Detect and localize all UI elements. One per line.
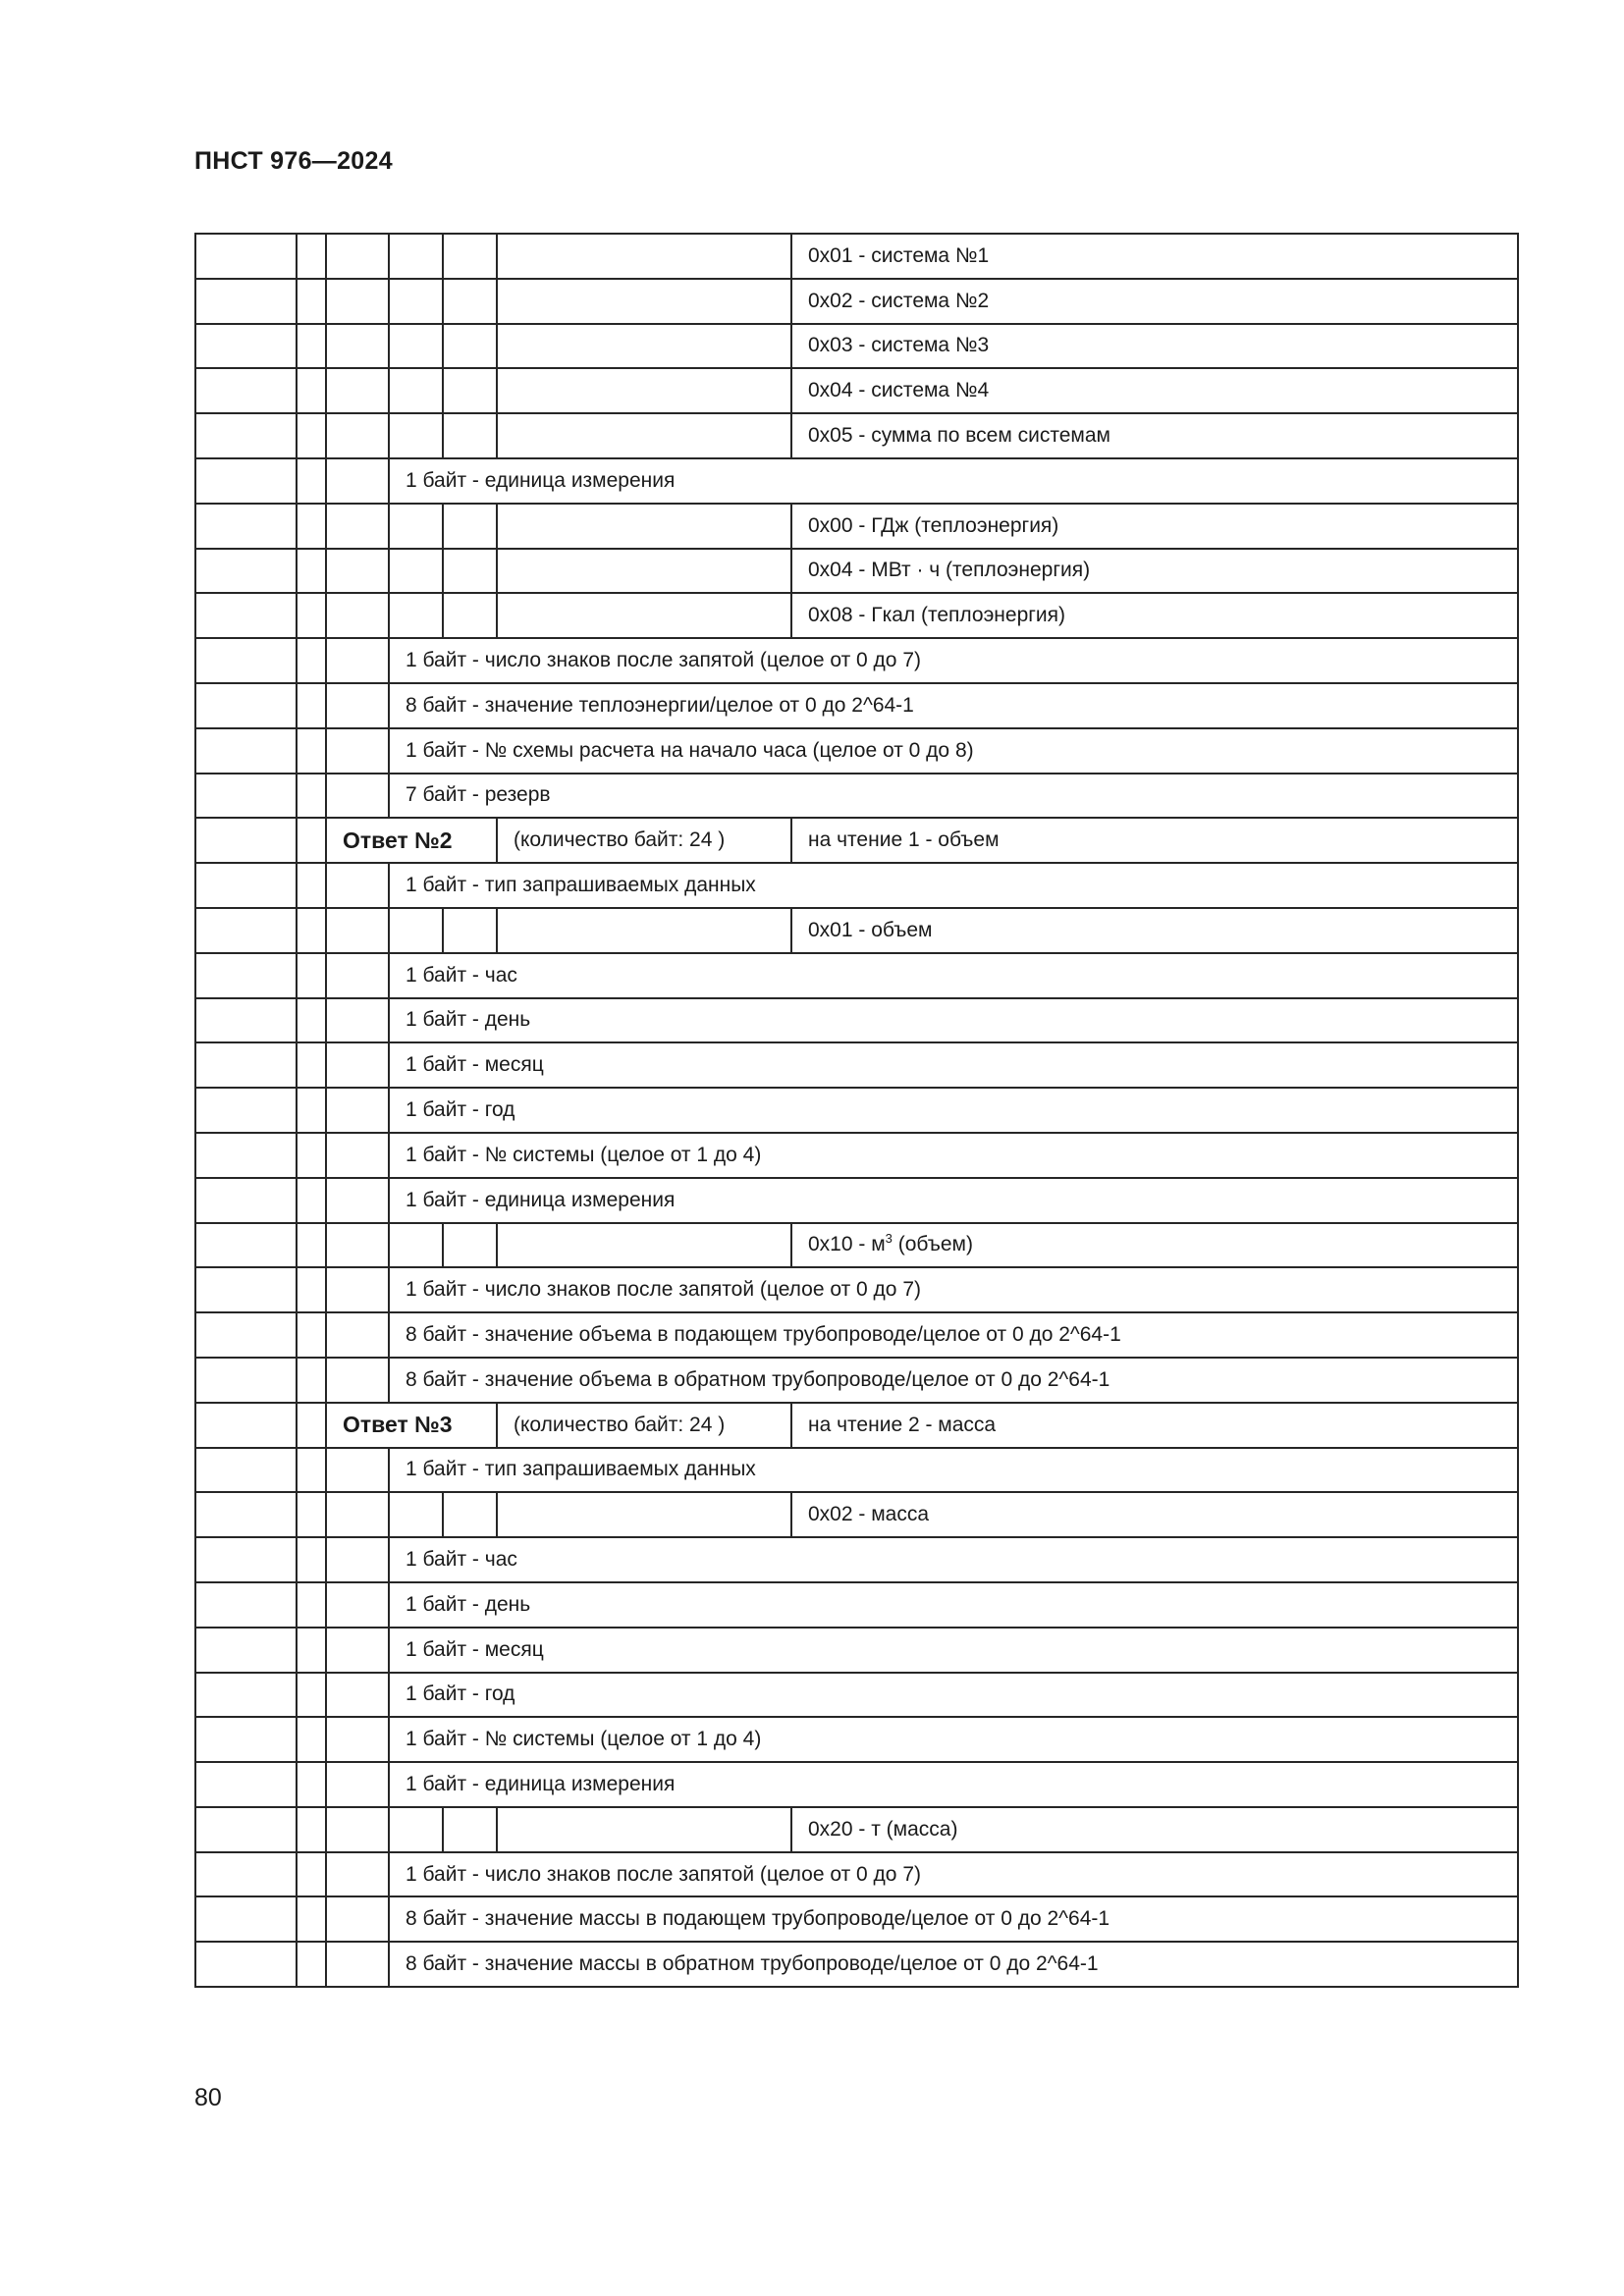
empty-cell [297, 1852, 326, 1897]
empty-cell [195, 1582, 297, 1628]
empty-cell [326, 593, 389, 638]
field-cell: 1 байт - час [389, 1537, 1518, 1582]
table-row [195, 549, 1518, 594]
empty-cell [195, 1133, 297, 1178]
field-cell: 7 байт - резерв [389, 774, 1518, 819]
empty-cell [497, 549, 791, 594]
empty-cell [443, 549, 497, 594]
empty-cell [443, 1807, 497, 1852]
table-row [195, 1762, 1518, 1807]
option-cell: 0x08 - Гкал (теплоэнергия) [791, 593, 1518, 638]
field-cell: 8 байт - значение массы в подающем трубопроводе/целое от 0 до 2^64-1 [389, 1896, 1518, 1942]
table-row [195, 1088, 1518, 1133]
empty-cell [297, 279, 326, 324]
empty-cell [297, 549, 326, 594]
option-cell [791, 1223, 1518, 1268]
table-row [195, 1492, 1518, 1537]
empty-cell [389, 908, 443, 953]
empty-cell [326, 1088, 389, 1133]
empty-cell [195, 458, 297, 504]
empty-cell [195, 1267, 297, 1312]
empty-cell [443, 908, 497, 953]
table-row [195, 1673, 1518, 1718]
table-row [195, 1448, 1518, 1493]
empty-cell [297, 324, 326, 369]
empty-cell [297, 953, 326, 998]
empty-cell [497, 1807, 791, 1852]
table-row [195, 413, 1518, 458]
empty-cell [326, 1042, 389, 1088]
empty-cell [326, 234, 389, 279]
empty-cell [389, 549, 443, 594]
table-row [195, 1807, 1518, 1852]
empty-cell [497, 593, 791, 638]
empty-cell [497, 1492, 791, 1537]
empty-cell [326, 458, 389, 504]
empty-cell [297, 863, 326, 908]
empty-cell [195, 1628, 297, 1673]
empty-cell [326, 368, 389, 413]
empty-cell [297, 818, 326, 863]
option-cell [791, 1492, 1518, 1537]
empty-cell [326, 1178, 389, 1223]
empty-cell [297, 908, 326, 953]
option-cell: 0x03 - система №3 [791, 324, 1518, 369]
empty-cell [326, 1312, 389, 1358]
empty-cell [297, 1133, 326, 1178]
table-row [195, 818, 1518, 863]
response-description: на чтение 1 - объем [791, 818, 1518, 863]
table-row [195, 1942, 1518, 1987]
response-byte-count: (количество байт: 24 ) [497, 818, 791, 863]
empty-cell [326, 1267, 389, 1312]
field-cell: 1 байт - день [389, 1582, 1518, 1628]
empty-cell [389, 368, 443, 413]
empty-cell [443, 1492, 497, 1537]
empty-cell [389, 1223, 443, 1268]
empty-cell [326, 1537, 389, 1582]
field-cell: 1 байт - тип запрашиваемых данных [389, 1448, 1518, 1493]
table-row [195, 504, 1518, 549]
empty-cell [326, 1896, 389, 1942]
field-cell: 1 байт - единица измерения [389, 458, 1518, 504]
empty-cell [389, 504, 443, 549]
empty-cell [297, 1762, 326, 1807]
empty-cell [443, 1223, 497, 1268]
empty-cell [443, 279, 497, 324]
option-text: 0x01 - объем [808, 918, 933, 941]
empty-cell [497, 1223, 791, 1268]
empty-cell [497, 413, 791, 458]
empty-cell [326, 1628, 389, 1673]
empty-cell [195, 1673, 297, 1718]
table-row [195, 1852, 1518, 1897]
option-text: 0x10 - м [808, 1233, 886, 1256]
field-cell: 1 байт - единица измерения [389, 1178, 1518, 1223]
table-row [195, 908, 1518, 953]
empty-cell [326, 774, 389, 819]
empty-cell [297, 1403, 326, 1448]
field-cell: 1 байт - месяц [389, 1042, 1518, 1088]
field-cell: 8 байт - значение объема в обратном трубопроводе/целое от 0 до 2^64-1 [389, 1358, 1518, 1403]
option-cell [791, 908, 1518, 953]
response-byte-count: (количество байт: 24 ) [497, 1403, 791, 1448]
empty-cell [326, 1582, 389, 1628]
empty-cell [297, 1312, 326, 1358]
option-cell [791, 1807, 1518, 1852]
table-row [195, 1223, 1518, 1268]
empty-cell [195, 908, 297, 953]
empty-cell [297, 1807, 326, 1852]
empty-cell [195, 593, 297, 638]
empty-cell [443, 368, 497, 413]
empty-cell [195, 863, 297, 908]
table-row [195, 368, 1518, 413]
empty-cell [195, 1492, 297, 1537]
empty-cell [297, 998, 326, 1043]
empty-cell [195, 1312, 297, 1358]
empty-cell [195, 1762, 297, 1807]
table-row [195, 774, 1518, 819]
empty-cell [326, 1133, 389, 1178]
empty-cell [297, 1537, 326, 1582]
empty-cell [195, 638, 297, 683]
empty-cell [326, 1852, 389, 1897]
empty-cell [326, 998, 389, 1043]
empty-cell [326, 1762, 389, 1807]
empty-cell [297, 458, 326, 504]
table-row [195, 234, 1518, 279]
empty-cell [297, 1448, 326, 1493]
empty-cell [297, 1673, 326, 1718]
table-row [195, 1403, 1518, 1448]
empty-cell [389, 1492, 443, 1537]
table-row [195, 593, 1518, 638]
unit-superscript: 3 [885, 1231, 893, 1247]
empty-cell [195, 1042, 297, 1088]
empty-cell [497, 908, 791, 953]
empty-cell [497, 504, 791, 549]
empty-cell [297, 234, 326, 279]
table-row [195, 1267, 1518, 1312]
table-row [195, 1312, 1518, 1358]
empty-cell [195, 234, 297, 279]
empty-cell [389, 324, 443, 369]
empty-cell [326, 863, 389, 908]
empty-cell [195, 1807, 297, 1852]
empty-cell [297, 1267, 326, 1312]
empty-cell [389, 279, 443, 324]
empty-cell [195, 1896, 297, 1942]
empty-cell [326, 638, 389, 683]
empty-cell [389, 1807, 443, 1852]
empty-cell [389, 413, 443, 458]
option-text-suffix: (объем) [892, 1233, 973, 1256]
empty-cell [297, 1628, 326, 1673]
empty-cell [389, 593, 443, 638]
option-text: 0x20 - т (масса) [808, 1817, 958, 1841]
empty-cell [195, 683, 297, 728]
protocol-table [194, 233, 1519, 1988]
table-row [195, 279, 1518, 324]
empty-cell [326, 324, 389, 369]
field-cell: 1 байт - число знаков после запятой (целое от 0 до 7) [389, 1852, 1518, 1897]
empty-cell [326, 1807, 389, 1852]
empty-cell [326, 1942, 389, 1987]
empty-cell [195, 413, 297, 458]
empty-cell [443, 324, 497, 369]
field-cell: 1 байт - число знаков после запятой (целое от 0 до 7) [389, 1267, 1518, 1312]
table-row [195, 1133, 1518, 1178]
empty-cell [297, 1717, 326, 1762]
empty-cell [195, 728, 297, 774]
table-row [195, 1582, 1518, 1628]
table-row [195, 458, 1518, 504]
empty-cell [297, 1896, 326, 1942]
table-row [195, 683, 1518, 728]
field-cell: 1 байт - № системы (целое от 1 до 4) [389, 1717, 1518, 1762]
empty-cell [326, 1223, 389, 1268]
empty-cell [195, 1088, 297, 1133]
field-cell: 1 байт - день [389, 998, 1518, 1043]
empty-cell [195, 818, 297, 863]
field-cell: 8 байт - значение объема в подающем трубопроводе/целое от 0 до 2^64-1 [389, 1312, 1518, 1358]
option-cell: 0x00 - ГДж (теплоэнергия) [791, 504, 1518, 549]
empty-cell [389, 234, 443, 279]
empty-cell [326, 1717, 389, 1762]
empty-cell [326, 413, 389, 458]
empty-cell [297, 638, 326, 683]
empty-cell [326, 683, 389, 728]
table-row [195, 1358, 1518, 1403]
field-cell: 1 байт - число знаков после запятой (целое от 0 до 7) [389, 638, 1518, 683]
empty-cell [297, 368, 326, 413]
option-cell: 0x02 - система №2 [791, 279, 1518, 324]
empty-cell [326, 1358, 389, 1403]
empty-cell [497, 279, 791, 324]
table-row [195, 1628, 1518, 1673]
empty-cell [195, 998, 297, 1043]
option-cell: 0x04 - система №4 [791, 368, 1518, 413]
empty-cell [297, 1492, 326, 1537]
response-description: на чтение 2 - масса [791, 1403, 1518, 1448]
table-row [195, 638, 1518, 683]
empty-cell [195, 1942, 297, 1987]
option-cell: 0x01 - система №1 [791, 234, 1518, 279]
empty-cell [195, 1223, 297, 1268]
empty-cell [195, 1448, 297, 1493]
empty-cell [297, 1088, 326, 1133]
field-cell: 1 байт - единица измерения [389, 1762, 1518, 1807]
empty-cell [297, 728, 326, 774]
field-cell: 1 байт - тип запрашиваемых данных [389, 863, 1518, 908]
response-title: Ответ №3 [326, 1403, 497, 1448]
empty-cell [195, 549, 297, 594]
document-header: ПНСТ 976—2024 [194, 147, 393, 175]
empty-cell [443, 504, 497, 549]
empty-cell [195, 1537, 297, 1582]
empty-cell [195, 504, 297, 549]
empty-cell [443, 593, 497, 638]
table-row [195, 324, 1518, 369]
table-row [195, 1896, 1518, 1942]
table-row [195, 863, 1518, 908]
empty-cell [497, 324, 791, 369]
empty-cell [297, 593, 326, 638]
empty-cell [195, 1717, 297, 1762]
option-cell: 0x04 - МВт · ч (теплоэнергия) [791, 549, 1518, 594]
empty-cell [297, 1582, 326, 1628]
empty-cell [443, 234, 497, 279]
field-cell: 8 байт - значение массы в обратном трубопроводе/целое от 0 до 2^64-1 [389, 1942, 1518, 1987]
field-cell: 1 байт - год [389, 1673, 1518, 1718]
empty-cell [297, 1942, 326, 1987]
table-row [195, 728, 1518, 774]
field-cell: 1 байт - № системы (целое от 1 до 4) [389, 1133, 1518, 1178]
empty-cell [443, 413, 497, 458]
empty-cell [497, 234, 791, 279]
field-cell: 8 байт - значение теплоэнергии/целое от 0 до 2^64-1 [389, 683, 1518, 728]
table-row [195, 1178, 1518, 1223]
empty-cell [326, 549, 389, 594]
empty-cell [497, 368, 791, 413]
response-title: Ответ №2 [326, 818, 497, 863]
field-cell: 1 байт - месяц [389, 1628, 1518, 1673]
empty-cell [297, 1042, 326, 1088]
empty-cell [195, 1852, 297, 1897]
empty-cell [297, 683, 326, 728]
field-cell: 1 байт - № схемы расчета на начало часа (целое от 0 до 8) [389, 728, 1518, 774]
empty-cell [195, 368, 297, 413]
empty-cell [195, 1358, 297, 1403]
empty-cell [326, 1492, 389, 1537]
option-text: 0x02 - масса [808, 1503, 929, 1526]
empty-cell [195, 1403, 297, 1448]
option-cell: 0x05 - сумма по всем системам [791, 413, 1518, 458]
empty-cell [297, 413, 326, 458]
table-row [195, 1717, 1518, 1762]
empty-cell [195, 324, 297, 369]
empty-cell [195, 953, 297, 998]
empty-cell [326, 504, 389, 549]
field-cell: 1 байт - год [389, 1088, 1518, 1133]
empty-cell [297, 774, 326, 819]
empty-cell [326, 728, 389, 774]
empty-cell [195, 279, 297, 324]
empty-cell [195, 774, 297, 819]
empty-cell [297, 1223, 326, 1268]
empty-cell [326, 953, 389, 998]
table-row [195, 1537, 1518, 1582]
empty-cell [297, 1178, 326, 1223]
page-number: 80 [194, 2084, 222, 2111]
table-row [195, 1042, 1518, 1088]
table-row [195, 998, 1518, 1043]
empty-cell [326, 1673, 389, 1718]
table-row [195, 953, 1518, 998]
field-cell: 1 байт - час [389, 953, 1518, 998]
empty-cell [297, 1358, 326, 1403]
empty-cell [326, 279, 389, 324]
empty-cell [195, 1178, 297, 1223]
empty-cell [326, 1448, 389, 1493]
empty-cell [326, 908, 389, 953]
empty-cell [297, 504, 326, 549]
